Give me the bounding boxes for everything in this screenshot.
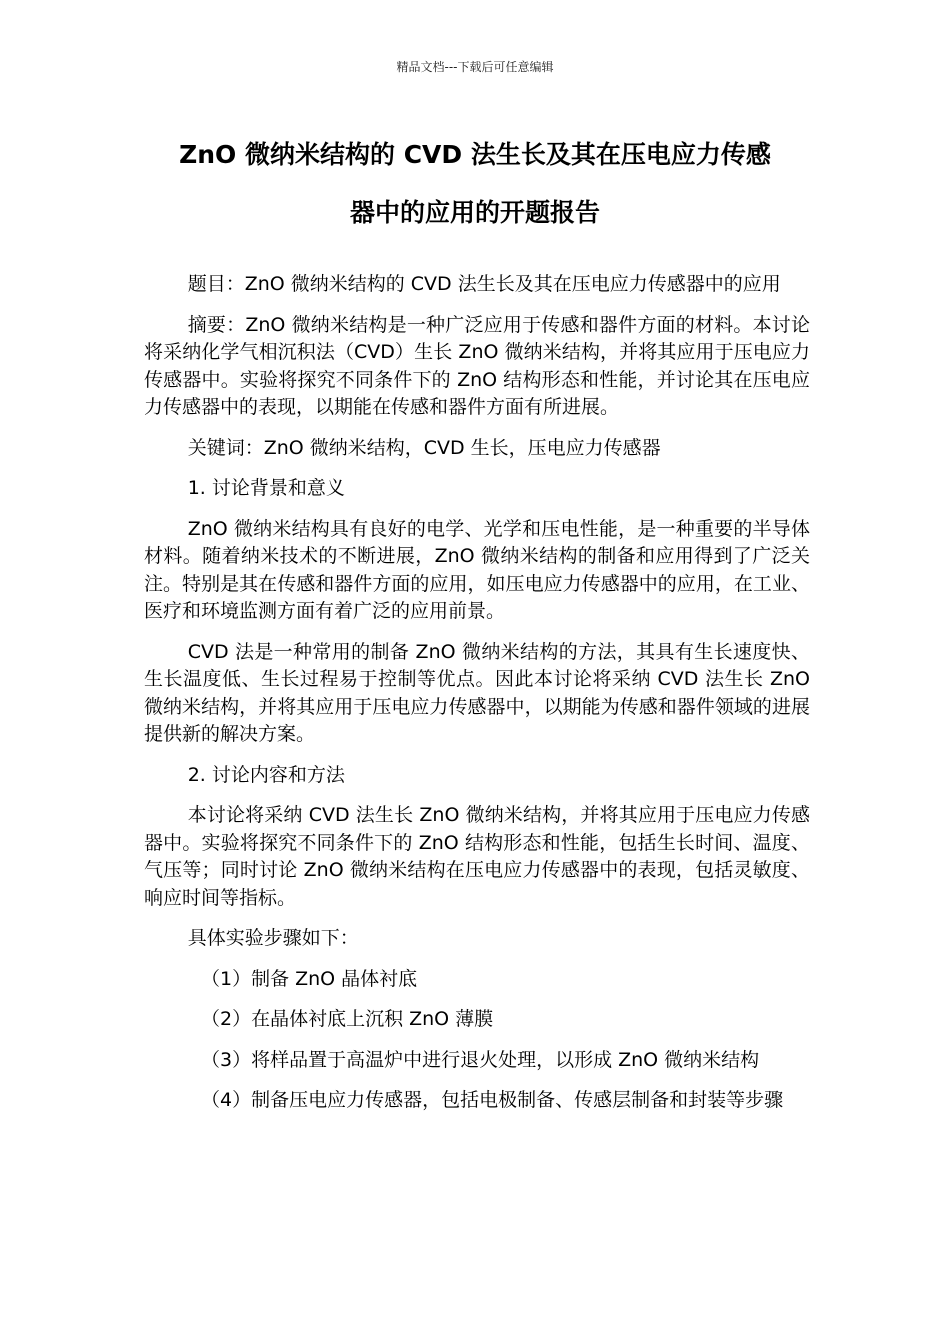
methods-paragraph: 本讨论将采纳 CVD 法生长 ZnO 微纳米结构，并将其应用于压电应力传感器中。实验将探究不同条件下的 ZnO 结构形态和性能，包括生长时间、温度、气压等；同时讨论 ZnO 微纳米结构在压电应力传感器中的表现，包括灵敏度、响应时间等指标。	[144, 804, 810, 909]
section-heading-1: 1. 讨论背景和意义	[187, 477, 345, 499]
document-title-line-2: 器中的应用的开题报告	[349, 198, 600, 227]
step-item: （3）将样品置于高温炉中进行退火处理，以形成 ZnO 微纳米结构	[201, 1048, 760, 1071]
topic-paragraph: 题目：ZnO 微纳米结构的 CVD 法生长及其在压电应力传感器中的应用	[187, 273, 781, 295]
background-paragraph-2: CVD 法是一种常用的制备 ZnO 微纳米结构的方法，其具有生长速度快、生长温度低、生长过程易于控制等优点。因此本讨论将采纳 CVD 法生长 ZnO 微纳米结构，并将其应用于压电应力传感器中，以期能为传感和器件领域的进展提供新的解决方案。	[144, 640, 810, 745]
keywords-paragraph: 关键词：ZnO 微纳米结构，CVD 生长，压电应力传感器	[187, 436, 661, 459]
abstract-paragraph: 摘要：ZnO 微纳米结构是一种广泛应用于传感和器件方面的材料。本讨论将采纳化学气相沉积法（CVD）生长 ZnO 微纳米结构，并将其应用于压电应力传感器中。实验将探究不同条件下的 ZnO 结构形态和性能，并讨论其在压电应力传感器中的表现，以期能在传感和器件方面有所进展。	[144, 313, 810, 418]
section-heading-2: 2. 讨论内容和方法	[187, 763, 345, 786]
step-item: （2）在晶体衬底上沉积 ZnO 薄膜	[201, 1008, 494, 1030]
step-item: （4）制备压电应力传感器，包括电极制备、传感层制备和封装等步骤	[201, 1089, 784, 1111]
background-paragraph-1: ZnO 微纳米结构具有良好的电学、光学和压电性能，是一种重要的半导体材料。随着纳米技术的不断进展，ZnO 微纳米结构的制备和应用得到了广泛关注。特别是其在传感和器件方面的应用，如压电应力传感器中的应用，在工业、医疗和环境监测方面有着广泛的应用前景。	[144, 517, 810, 622]
document-body	[144, 271, 810, 1128]
document-title-line-1: ZnO 微纳米结构的 CVD 法生长及其在压电应力传感	[179, 140, 771, 169]
header-note: 精品文档---下载后可任意编辑	[396, 60, 554, 74]
steps-intro: 具体实验步骤如下：	[187, 927, 359, 949]
step-item: （1）制备 ZnO 晶体衬底	[201, 967, 418, 990]
